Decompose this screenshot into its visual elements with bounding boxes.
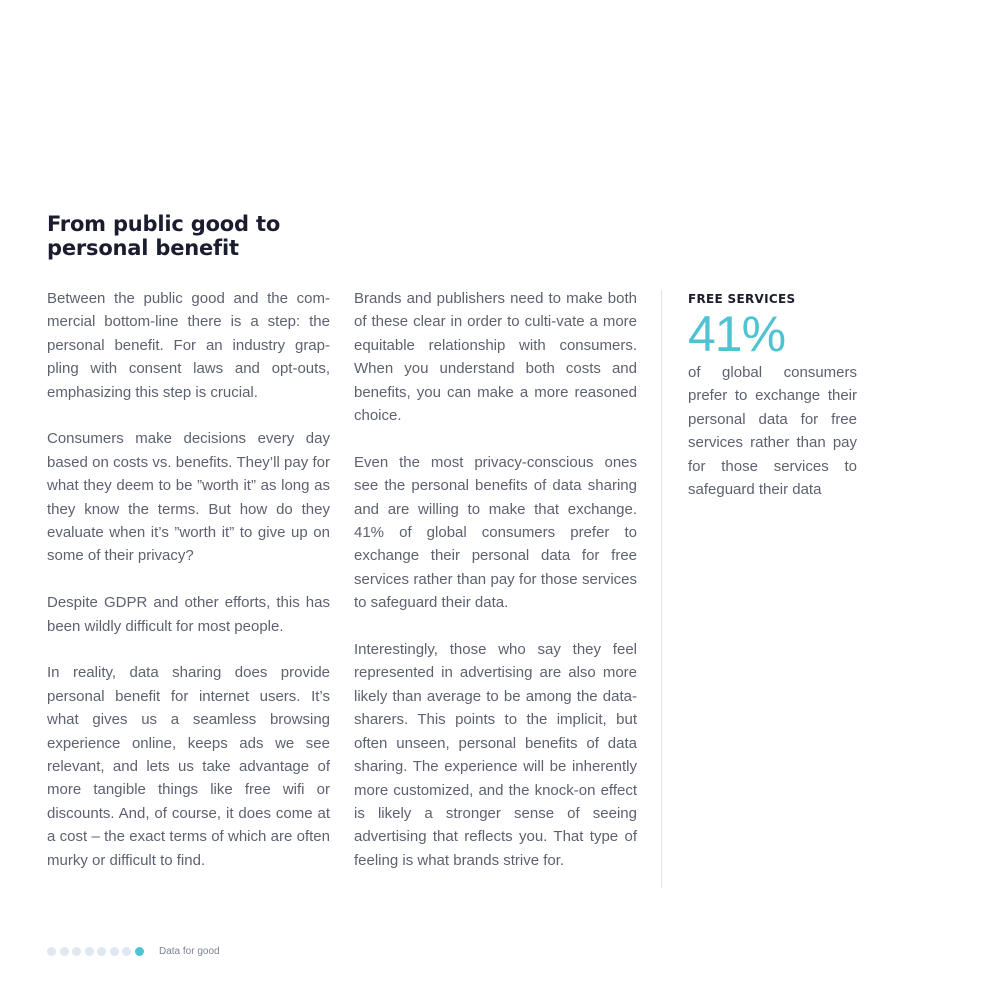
paragraph: Even the most privacy-conscious ones see the personal benefits of data sharing and are willing to make that exchange. 41% of global consumers prefer to exchange their personal data for free services rather than pay for those services to safeguard their data. [354, 453, 637, 612]
column-divider [661, 290, 662, 888]
paragraph: Between the public good and the com-mercial bottom-line there is a step: the personal benefit. For an industry grap-pling with consent laws and opt-outs, emphasizing this step is crucial. [47, 290, 330, 401]
stat-value: 41% [688, 306, 786, 362]
stat-description: of global consumers prefer to exchange their personal data for free services rather than pay for those services to safeguard their data [688, 364, 857, 499]
paragraph: In reality, data sharing does provide personal benefit for internet users. It’s what gives us a seamless browsing experience online, keeps ads we see relevant, and lets us take advantage of more tangible things like free wifi or discounts. And, of course, it does come at a cost – the exact terms of which are often murky or difficult to find. [47, 664, 330, 869]
page-dot [47, 947, 56, 956]
page-dot [122, 947, 131, 956]
page-progress-dots [47, 947, 147, 956]
page-footer [47, 946, 220, 957]
page-dot [72, 947, 81, 956]
paragraph: Despite GDPR and other efforts, this has been wildly difficult for most people. [47, 594, 330, 635]
page-dot [110, 947, 119, 956]
page-dot-active [135, 947, 144, 956]
stat-callout [688, 292, 857, 501]
page-dot [85, 947, 94, 956]
stat-label: FREE SERVICES [688, 292, 796, 306]
paragraph: Interestingly, those who say they feel represented in advertising are also more likely than average to be among the data-sharers. This points to the implicit, but often unseen, personal benefits of data sharing. The experience will be inherently more customized, and the knock-on effect is likely a stronger sense of seeing advertising that reflects you. That type of feeling is what brands strive for. [354, 641, 637, 869]
paragraph: Consumers make decisions every day based on costs vs. benefits. They’ll pay for what they deem to be ”worth it” as long as they know the terms. But how do they evaluate when it’s ”worth it” to give up on some of their privacy? [47, 430, 330, 565]
page-dot [97, 947, 106, 956]
body-column-middle [354, 287, 637, 896]
footer-title: Data for good [159, 946, 220, 957]
page-dot [60, 947, 69, 956]
body-column-left [47, 287, 330, 896]
paragraph: Brands and publishers need to make both of these clear in order to culti-vate a more equitable relationship with consumers. When you understand both costs and benefits, you can make a more reasoned choice. [354, 290, 637, 425]
page-heading: From public good to personal benefit [47, 212, 281, 260]
